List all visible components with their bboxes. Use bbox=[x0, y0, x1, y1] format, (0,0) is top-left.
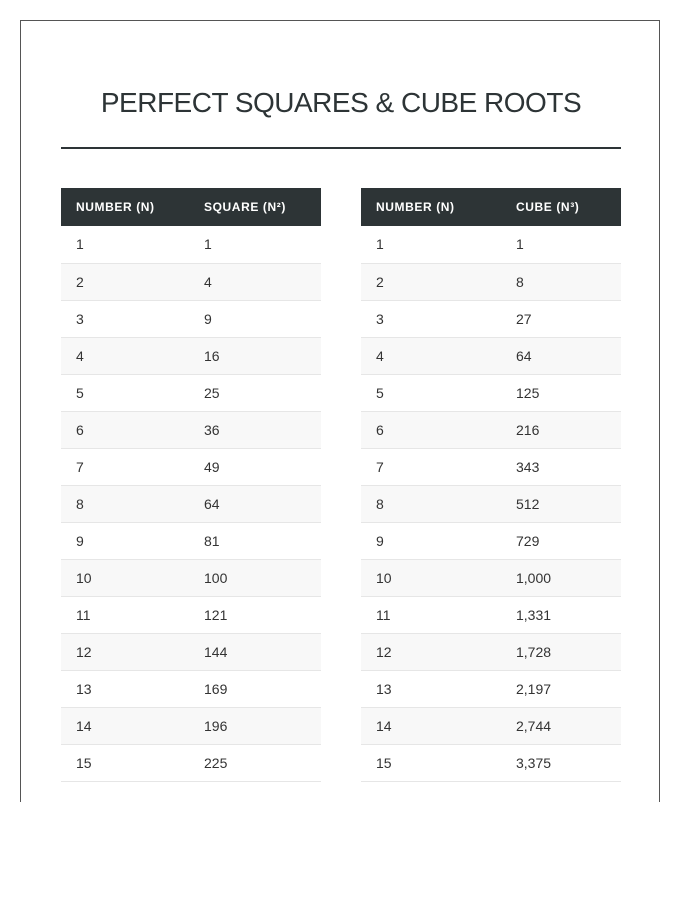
document-page bbox=[20, 20, 660, 802]
cube-cell: 512 bbox=[501, 485, 621, 522]
table-row bbox=[361, 448, 621, 485]
square-cell: 16 bbox=[189, 337, 321, 374]
cube-cell: 8 bbox=[501, 263, 621, 300]
number-cell: 15 bbox=[61, 744, 189, 781]
number-cell: 12 bbox=[361, 633, 501, 670]
table-row bbox=[361, 559, 621, 596]
column-header-cube: CUBE (N³) bbox=[501, 188, 621, 226]
square-cell: 49 bbox=[189, 448, 321, 485]
number-cell: 3 bbox=[361, 300, 501, 337]
square-cell: 169 bbox=[189, 670, 321, 707]
cube-cell: 729 bbox=[501, 522, 621, 559]
number-cell: 7 bbox=[361, 448, 501, 485]
number-cell: 8 bbox=[361, 485, 501, 522]
table-row bbox=[361, 596, 621, 633]
table-row bbox=[361, 263, 621, 300]
number-cell: 14 bbox=[361, 707, 501, 744]
page-title: PERFECT SQUARES & CUBE ROOTS bbox=[100, 87, 582, 118]
number-cell: 5 bbox=[361, 374, 501, 411]
number-cell: 9 bbox=[361, 522, 501, 559]
number-cell: 13 bbox=[61, 670, 189, 707]
number-cell: 8 bbox=[61, 485, 189, 522]
table-row bbox=[361, 300, 621, 337]
number-cell: 10 bbox=[61, 559, 189, 596]
cube-cell: 2,197 bbox=[501, 670, 621, 707]
table-row bbox=[61, 411, 321, 448]
square-cell: 1 bbox=[189, 226, 321, 263]
cube-cell: 125 bbox=[501, 374, 621, 411]
number-cell: 2 bbox=[361, 263, 501, 300]
number-cell: 9 bbox=[61, 522, 189, 559]
table-row bbox=[61, 300, 321, 337]
table-row bbox=[361, 522, 621, 559]
number-cell: 4 bbox=[61, 337, 189, 374]
table-header-row bbox=[361, 188, 621, 226]
square-cell: 144 bbox=[189, 633, 321, 670]
table-row bbox=[361, 337, 621, 374]
number-cell: 6 bbox=[361, 411, 501, 448]
table-row bbox=[61, 559, 321, 596]
cube-cell: 1,728 bbox=[501, 633, 621, 670]
table-row bbox=[61, 633, 321, 670]
square-cell: 100 bbox=[189, 559, 321, 596]
number-cell: 6 bbox=[61, 411, 189, 448]
squares-table bbox=[61, 188, 321, 782]
square-cell: 225 bbox=[189, 744, 321, 781]
square-cell: 36 bbox=[189, 411, 321, 448]
cubes-table-body bbox=[361, 226, 621, 781]
cube-cell: 1,331 bbox=[501, 596, 621, 633]
number-cell: 3 bbox=[61, 300, 189, 337]
number-cell: 4 bbox=[361, 337, 501, 374]
table-row bbox=[61, 374, 321, 411]
square-cell: 9 bbox=[189, 300, 321, 337]
number-cell: 2 bbox=[61, 263, 189, 300]
cube-cell: 216 bbox=[501, 411, 621, 448]
table-row bbox=[61, 263, 321, 300]
number-cell: 12 bbox=[61, 633, 189, 670]
number-cell: 7 bbox=[61, 448, 189, 485]
cubes-table bbox=[361, 188, 621, 782]
square-cell: 25 bbox=[189, 374, 321, 411]
number-cell: 1 bbox=[361, 226, 501, 263]
square-cell: 4 bbox=[189, 263, 321, 300]
table-row bbox=[61, 522, 321, 559]
square-cell: 121 bbox=[189, 596, 321, 633]
table-row bbox=[361, 744, 621, 781]
table-row bbox=[361, 226, 621, 263]
number-cell: 1 bbox=[61, 226, 189, 263]
cube-cell: 343 bbox=[501, 448, 621, 485]
square-cell: 196 bbox=[189, 707, 321, 744]
table-row bbox=[361, 670, 621, 707]
table-row bbox=[361, 411, 621, 448]
table-row bbox=[361, 374, 621, 411]
table-row bbox=[61, 596, 321, 633]
number-cell: 14 bbox=[61, 707, 189, 744]
column-header-number: NUMBER (N) bbox=[361, 188, 501, 226]
title-divider bbox=[61, 147, 621, 149]
cube-cell: 64 bbox=[501, 337, 621, 374]
table-row bbox=[361, 633, 621, 670]
table-row bbox=[61, 226, 321, 263]
cube-cell: 2,744 bbox=[501, 707, 621, 744]
table-row bbox=[61, 744, 321, 781]
table-row bbox=[361, 485, 621, 522]
number-cell: 13 bbox=[361, 670, 501, 707]
column-header-number: NUMBER (N) bbox=[61, 188, 189, 226]
column-header-square: SQUARE (N²) bbox=[189, 188, 321, 226]
table-row bbox=[61, 337, 321, 374]
cube-cell: 27 bbox=[501, 300, 621, 337]
table-row bbox=[361, 707, 621, 744]
number-cell: 10 bbox=[361, 559, 501, 596]
squares-table-body bbox=[61, 226, 321, 781]
number-cell: 5 bbox=[61, 374, 189, 411]
square-cell: 81 bbox=[189, 522, 321, 559]
number-cell: 11 bbox=[61, 596, 189, 633]
number-cell: 11 bbox=[361, 596, 501, 633]
table-row bbox=[61, 670, 321, 707]
table-row bbox=[61, 448, 321, 485]
table-header-row bbox=[61, 188, 321, 226]
cube-cell: 1,000 bbox=[501, 559, 621, 596]
cube-cell: 3,375 bbox=[501, 744, 621, 781]
table-row bbox=[61, 485, 321, 522]
cube-cell: 1 bbox=[501, 226, 621, 263]
number-cell: 15 bbox=[361, 744, 501, 781]
table-row bbox=[61, 707, 321, 744]
square-cell: 64 bbox=[189, 485, 321, 522]
